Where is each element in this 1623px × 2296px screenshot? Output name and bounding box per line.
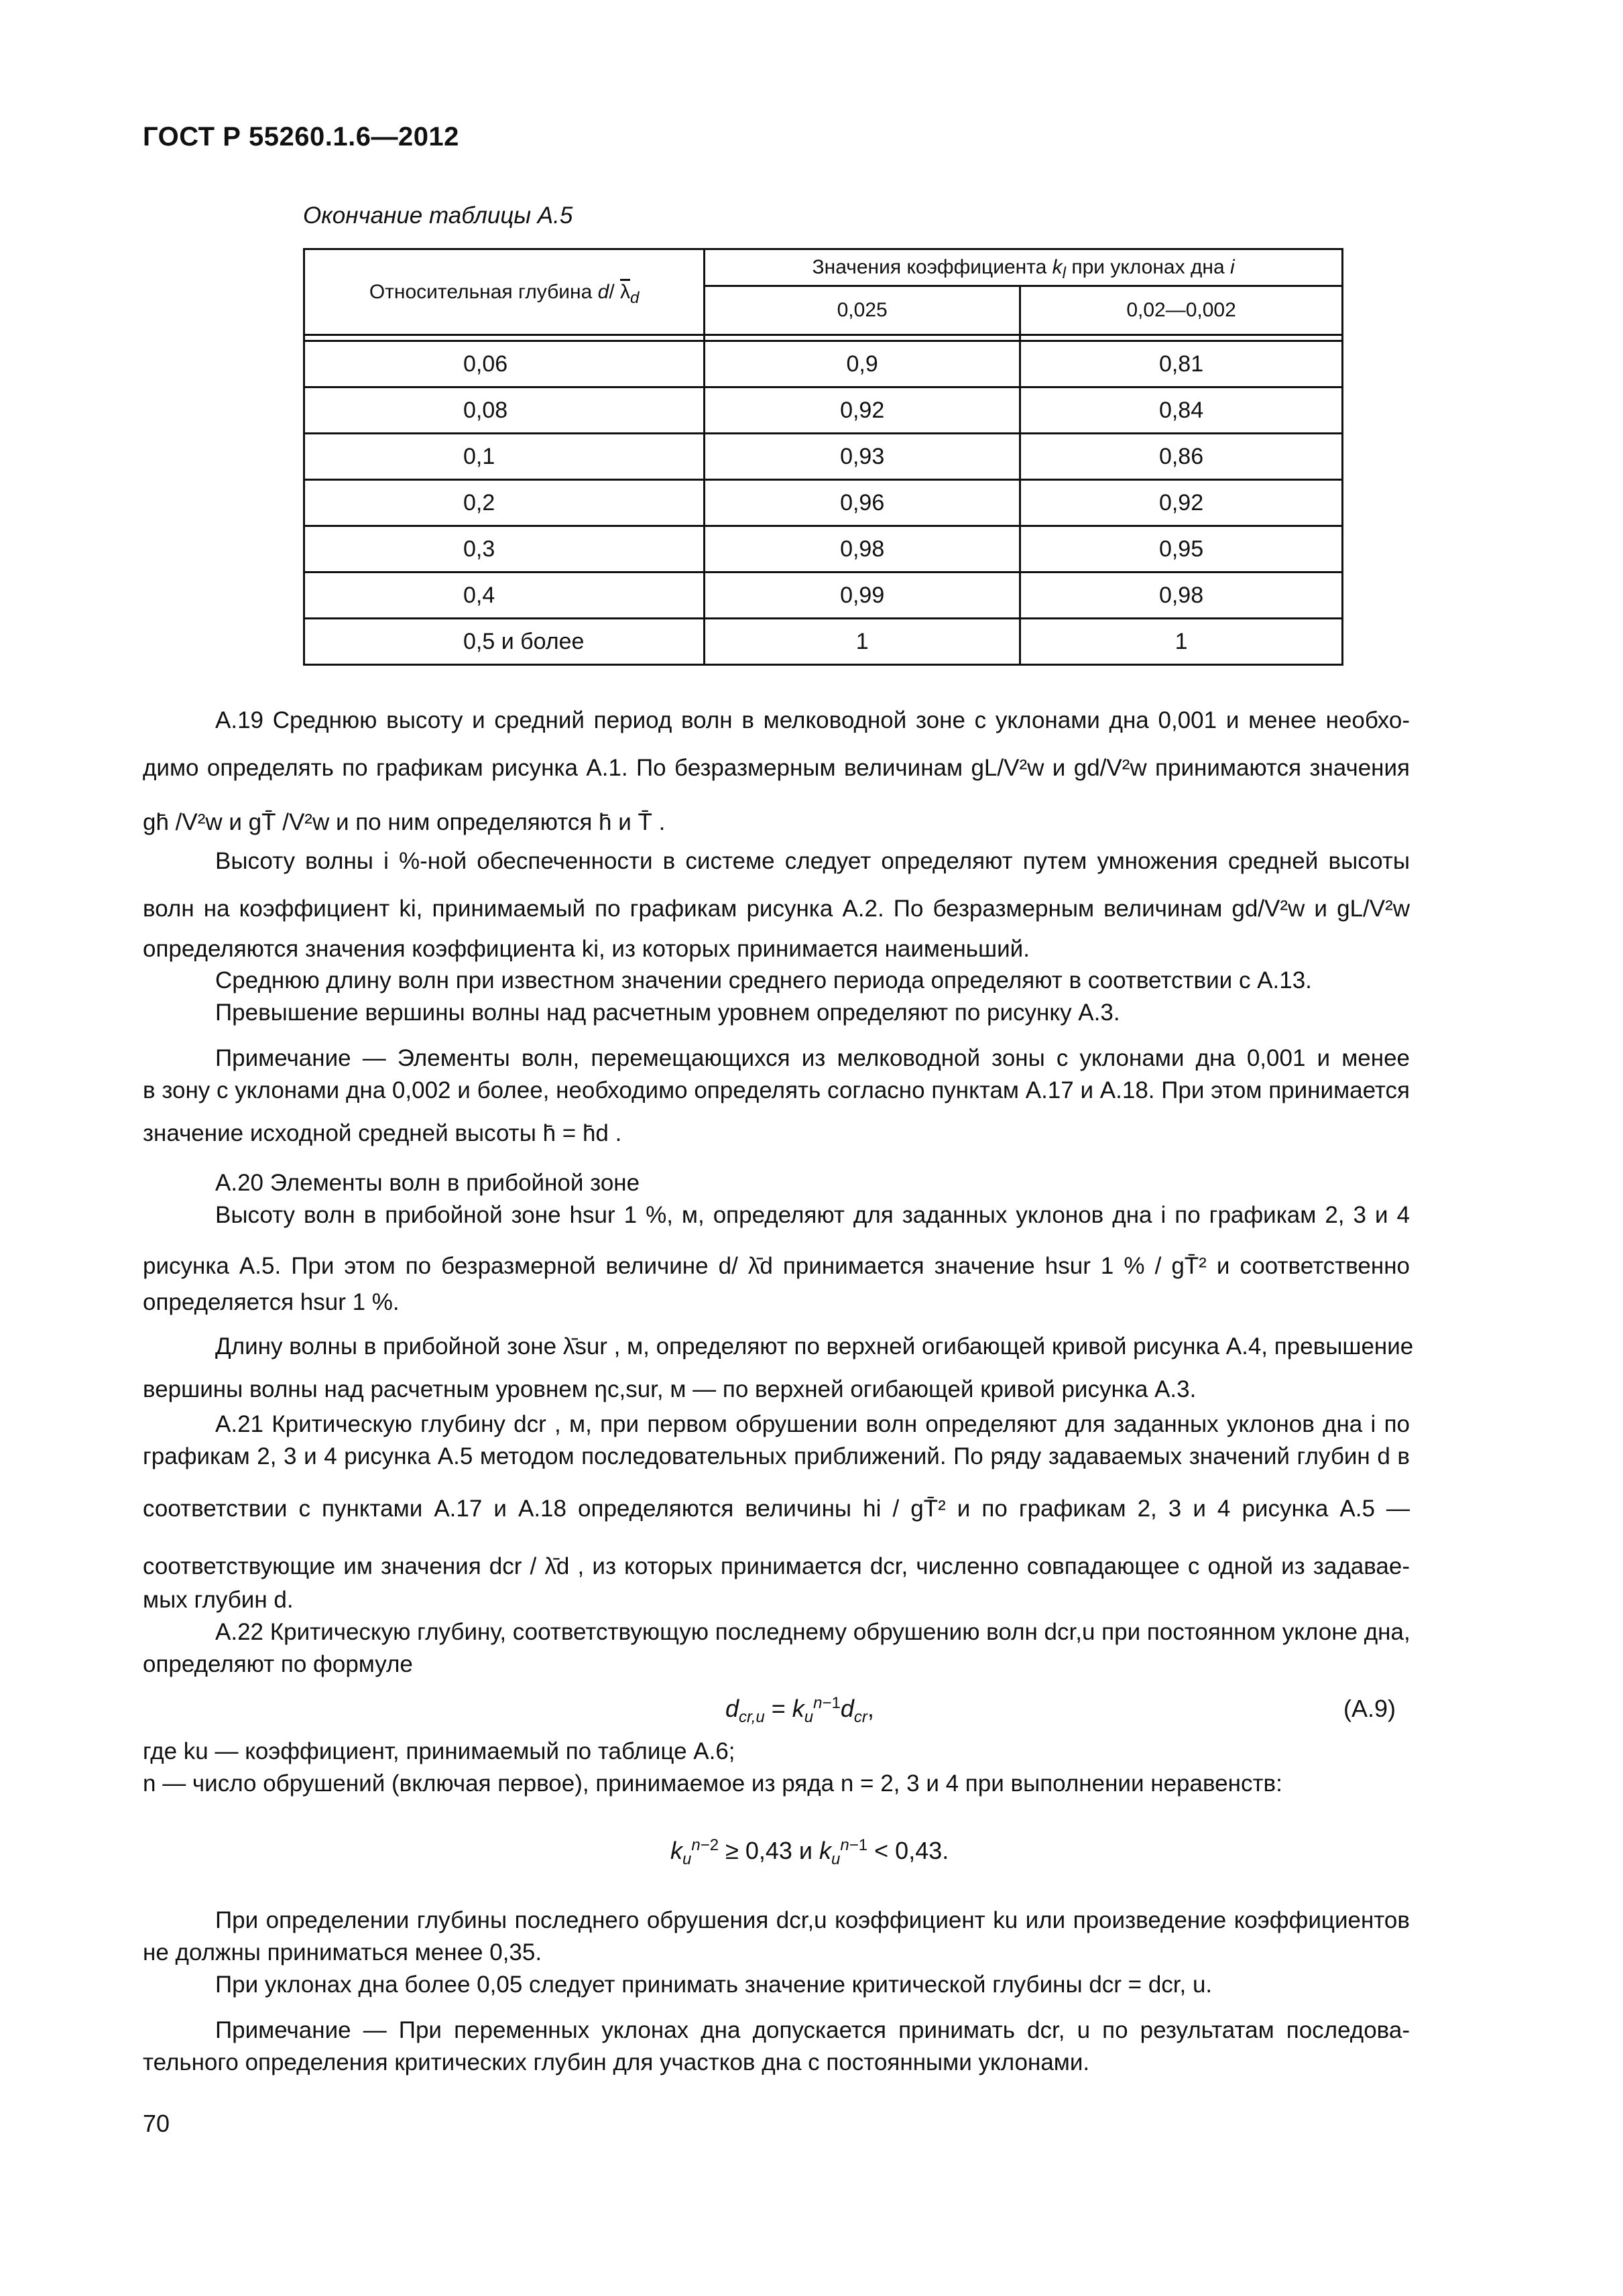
para-a20-line3: рисунка А.5. При этом по безразмерной величине d/ λ̄d принимается значение hsur 1 % / gT̄² и соответственно	[143, 1253, 1410, 1279]
header-slope-0025: 0,025	[705, 286, 1020, 335]
cell-depth: 0,1	[304, 434, 705, 480]
note1-line3: значение исходной средней высоты h̄ = h̄d .	[143, 1120, 622, 1146]
header-coefficient-values: Значения коэффициента $k_l$ при уклонах дна i	[705, 249, 1343, 286]
cell-k-0025: 0,9	[705, 341, 1020, 387]
para-p1-line1: При определении глубины последнего обрушения dcr,u коэффициент ku или произведение коэффициентов	[215, 1907, 1410, 1933]
table-row	[304, 434, 1343, 480]
para-a20-line5: Длину волны в прибойной зоне λ̄sur , м, определяют по верхней огибающей кривой рисунка А.4, превышение	[215, 1333, 1414, 1360]
cell-depth: 0,5 и более	[304, 619, 705, 665]
page-number: 70	[143, 2110, 170, 2137]
para-a19-line8: Превышение вершины волны над расчетным уровнем определяют по рисунку А.3.	[215, 1000, 1120, 1026]
para-a19-line1: А.19 Среднюю высоту и средний период волн в мелководной зоне с уклонами дна 0,001 и менее необхо-	[215, 707, 1410, 733]
note2-line2: тельного определения критических глубин для участков дна с постоянными уклонами.	[143, 2049, 1090, 2075]
table-row	[304, 387, 1343, 434]
formula-a9: $d_{cr,u} = k_u^{n-1}d_{cr}$,	[725, 1694, 874, 1727]
para-a22-line2: определяют по формуле	[143, 1651, 413, 1677]
cell-k-0025: 0,99	[705, 572, 1020, 619]
para-p2: При уклонах дна более 0,05 следует принимать значение критической глубины dcr = dcr, u.	[215, 1972, 1213, 1998]
document-header: ГОСТ Р 55260.1.6—2012	[143, 122, 459, 152]
para-a19-line3: gh̄ /V²w и gT̄ /V²w и по ним определяются h̄ и T̄ .	[143, 809, 666, 835]
para-a21-line2: графикам 2, 3 и 4 рисунка А.5 методом последовательных приближений. По ряду задаваемых значений глубин d в	[143, 1443, 1410, 1469]
cell-k-0025: 0,93	[705, 434, 1020, 480]
coefficient-table	[303, 248, 1343, 666]
para-a21-line1: А.21 Критическую глубину dcr , м, при первом обрушении волн определяют для заданных уклонов дна i по	[215, 1411, 1410, 1437]
para-a21-line3: соответствии с пунктами А.17 и А.18 определяются величины hi / gT̄² и по графикам 2, 3 и 4 рисунка А.5 —	[143, 1496, 1410, 1522]
cell-k-0025: 0,96	[705, 480, 1020, 526]
para-a19-line4: Высоту волны i %-ной обеспеченности в системе следует определяют путем умножения средней высоты	[215, 848, 1410, 874]
table-row	[304, 526, 1343, 572]
table-row	[304, 572, 1343, 619]
para-a22-line1: А.22 Критическую глубину, соответствующую последнему обрушению волн dcr,u при постоянном уклоне дна,	[215, 1619, 1410, 1645]
cell-depth: 0,06	[304, 341, 705, 387]
cell-k-0025: 1	[705, 619, 1020, 665]
para-a21-line4: соответствующие им значения dcr / λ̄d , из которых принимается dcr, численно совпадающее с одной из задавае-	[143, 1553, 1410, 1579]
para-a19-line2: димо определять по графикам рисунка А.1. По безразмерным величинам gL/V²w и gd/V²w принимаются значения	[143, 755, 1410, 781]
para-p1-line2: не должны приниматься менее 0,35.	[143, 1939, 542, 1966]
para-a20-line4: определяется hsur 1 %.	[143, 1289, 400, 1315]
header-relative-depth: Относительная глубина d/ $\overline{\lambda}_d$	[304, 249, 705, 335]
para-a20-line2: Высоту волн в прибойной зоне hsur 1 %, м, определяют для заданных уклонов дна i по графикам 2, 3 и 4	[215, 1202, 1410, 1228]
para-a20-title: А.20 Элементы волн в прибойной зоне	[215, 1170, 640, 1196]
cell-depth: 0,3	[304, 526, 705, 572]
where-line2: n — число обрушений (включая первое), принимаемое из ряда n = 2, 3 и 4 при выполнении неравенств:	[143, 1770, 1282, 1797]
cell-depth: 0,2	[304, 480, 705, 526]
cell-k-002: 0,84	[1020, 387, 1343, 434]
cell-k-0025: 0,92	[705, 387, 1020, 434]
para-a21-line5: мых глубин d.	[143, 1587, 294, 1613]
note1-line1: Примечание — Элементы волн, перемещающихся из мелководной зоны с уклонами дна 0,001 и менее	[215, 1045, 1410, 1071]
para-a19-line6: определяются значения коэффициента ki, из которых принимается наименьший.	[143, 936, 1030, 962]
cell-k-002: 1	[1020, 619, 1343, 665]
cell-depth: 0,08	[304, 387, 705, 434]
cell-k-0025: 0,98	[705, 526, 1020, 572]
para-a19-line7: Среднюю длину волн при известном значении среднего периода определяют в соответствии с А.13.	[215, 967, 1312, 993]
cell-k-002: 0,92	[1020, 480, 1343, 526]
header-slope-002-0002: 0,02—0,002	[1020, 286, 1343, 335]
note1-line2: в зону с уклонами дна 0,002 и более, необходимо определять согласно пунктам А.17 и А.18. При этом принимается	[143, 1077, 1410, 1103]
table-row	[304, 341, 1343, 387]
inequality-formula: $k_u^{n-2} \ge 0,43$ и $k_u^{n-1} < 0,43$.	[670, 1836, 949, 1869]
table-row	[304, 619, 1343, 665]
table-caption: Окончание таблицы А.5	[303, 202, 573, 229]
para-a19-line5: волн на коэффициент ki, принимаемый по графикам рисунка А.2. По безразмерным величинам gd/V²w и gL/V²w	[143, 896, 1410, 922]
cell-k-002: 0,95	[1020, 526, 1343, 572]
where-line1: где ku — коэффициент, принимаемый по таблице А.6;	[143, 1738, 735, 1764]
cell-k-002: 0,86	[1020, 434, 1343, 480]
para-a20-line6: вершины волны над расчетным уровнем ηc,sur, м — по верхней огибающей кривой рисунка А.3.	[143, 1376, 1197, 1402]
cell-k-002: 0,81	[1020, 341, 1343, 387]
note2-line1: Примечание — При переменных уклонах дна допускается принимать dcr, u по результатам последова-	[215, 2017, 1410, 2043]
table-row	[304, 480, 1343, 526]
cell-depth: 0,4	[304, 572, 705, 619]
formula-a9-number: (А.9)	[1343, 1695, 1396, 1722]
cell-k-002: 0,98	[1020, 572, 1343, 619]
